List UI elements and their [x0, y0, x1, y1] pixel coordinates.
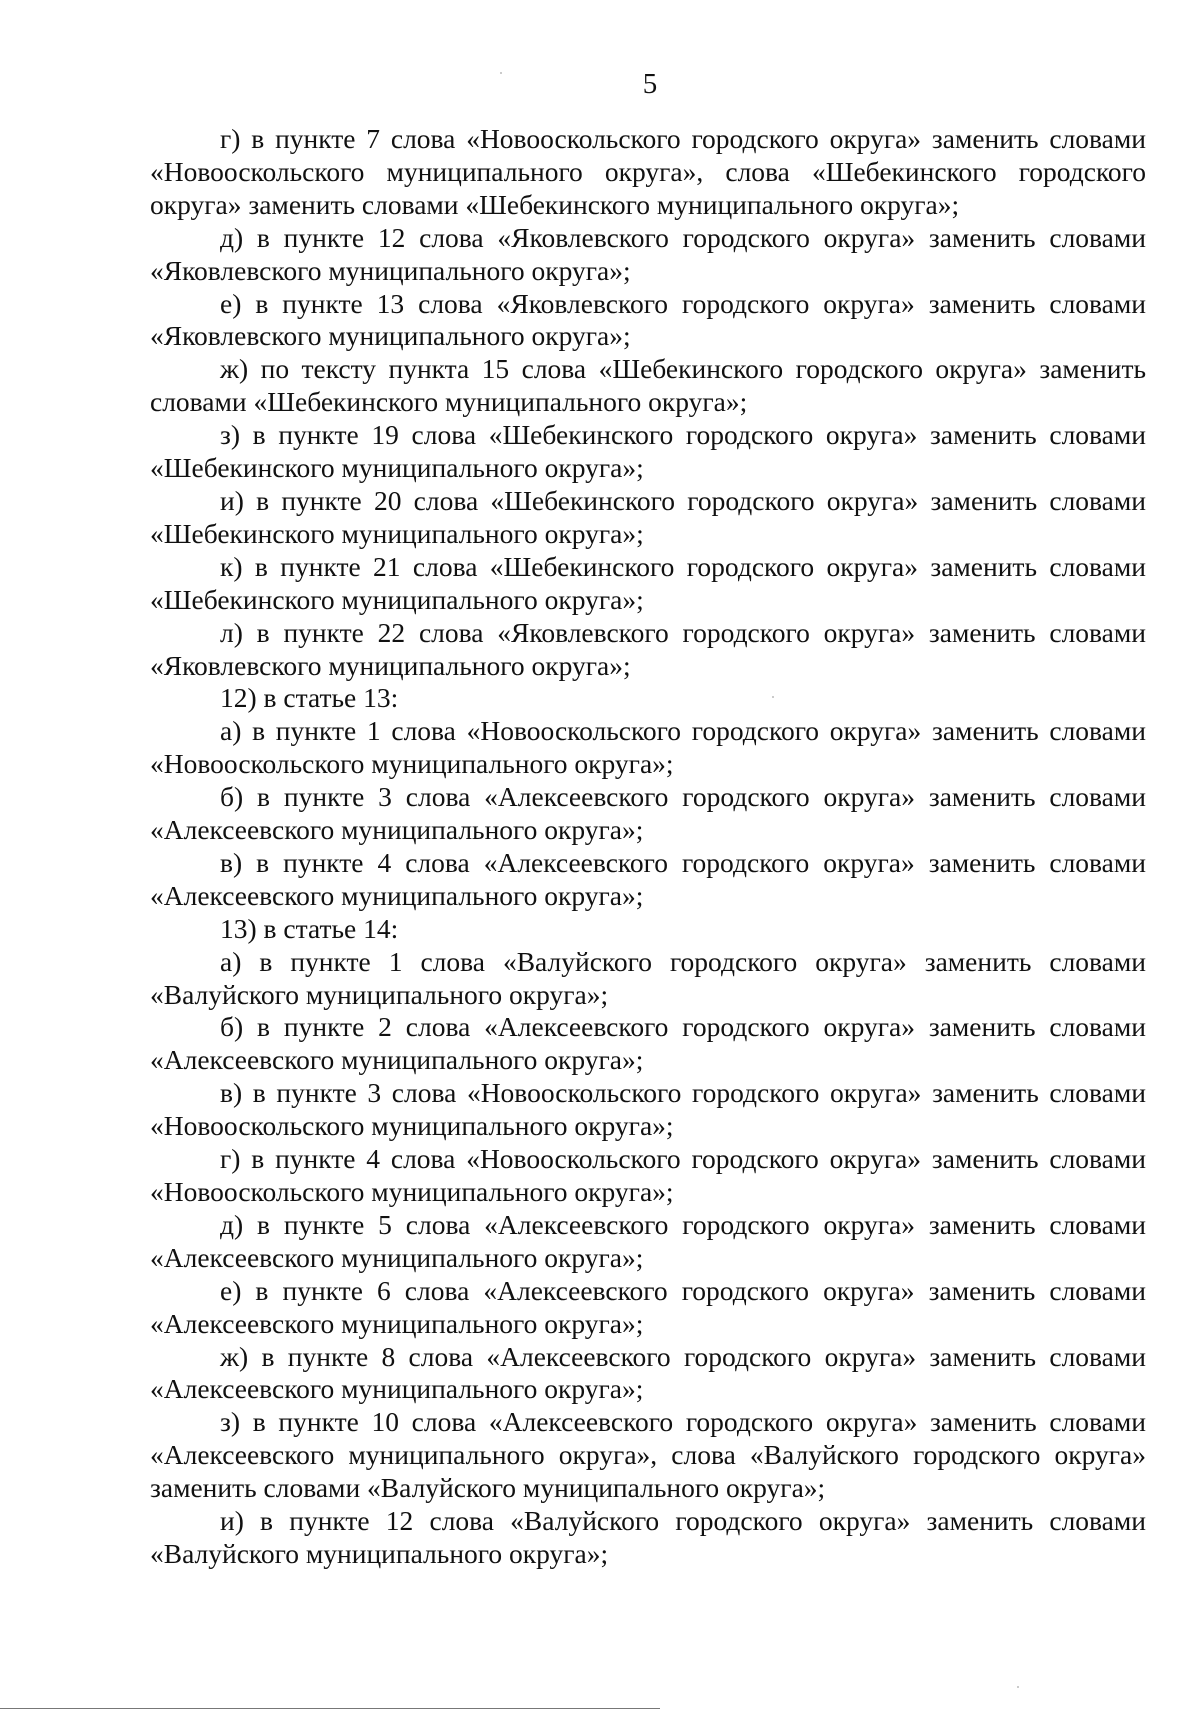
scan-speck [772, 696, 774, 698]
amendment-item-i-p20: и) в пункте 20 слова «Шебекинского городского округа» заменить словами «Шебекинского муниципального округа»; [150, 484, 1146, 549]
amendment-item-g-p7: г) в пункте 7 слова «Новооскольского городского округа» заменить словами «Новооскольского муниципального округа», слова «Шебекинского городского округа» заменить словами «Шебекинского муниципального округа»; [150, 123, 1146, 220]
scan-speck [500, 72, 502, 74]
amendment-item-b-p3: б) в пункте 3 слова «Алексеевского городского округа» заменить словами «Алексеевского муниципального округа»; [150, 781, 1146, 846]
amendment-item-i-p12: и) в пункте 12 слова «Валуйского городского округа» заменить словами «Валуйского муниципального округа»; [150, 1505, 1146, 1569]
scan-speck [1017, 1686, 1019, 1688]
amendment-item-v-p4: в) в пункте 4 слова «Алексеевского городского округа» заменить словами «Алексеевского муниципального округа»; [150, 846, 1146, 911]
amendment-item-a-p1: а) в пункте 1 слова «Валуйского городского округа» заменить словами «Валуйского муниципального округа»; [150, 945, 1146, 1010]
amendment-item-k-p21: к) в пункте 21 слова «Шебекинского городского округа» заменить словами «Шебекинского муниципального округа»; [150, 550, 1146, 615]
amendment-item-zh-p15: ж) по тексту пункта 15 слова «Шебекинского городского округа» заменить словами «Шебекинского муниципального округа»; [150, 353, 1146, 418]
article-heading-13: 12) в статье 13: [220, 682, 399, 714]
page-number: 5 [642, 68, 658, 100]
amendment-item-zh-p8: ж) в пункте 8 слова «Алексеевского городского округа» заменить словами «Алексеевского муниципального округа»; [150, 1340, 1146, 1405]
amendment-item-e-p6: е) в пункте 6 слова «Алексеевского городского округа» заменить словами «Алексеевского муниципального округа»; [150, 1274, 1146, 1339]
scan-edge-line [0, 1708, 660, 1709]
amendment-item-g-p4: г) в пункте 4 слова «Новооскольского городского округа» заменить словами «Новооскольского муниципального округа»; [150, 1143, 1146, 1207]
amendment-item-e-p13: е) в пункте 13 слова «Яковлевского городского округа» заменить словами «Яковлевского муниципального округа»; [150, 287, 1146, 352]
amendment-item-z-p19: з) в пункте 19 слова «Шебекинского городского округа» заменить словами «Шебекинского муниципального округа»; [150, 419, 1146, 484]
document-body [150, 123, 1146, 1571]
amendment-item-d-p12: д) в пункте 12 слова «Яковлевского городского округа» заменить словами «Яковлевского муниципального округа»; [150, 221, 1146, 286]
article-heading-14: 13) в статье 14: [220, 912, 399, 944]
amendment-item-a-p1: а) в пункте 1 слова «Новооскольского городского округа» заменить словами «Новооскольского муниципального округа»; [150, 715, 1146, 780]
amendment-item-l-p22: л) в пункте 22 слова «Яковлевского городского округа» заменить словами «Яковлевского муниципального округа»; [150, 616, 1146, 681]
amendment-item-z-p10: з) в пункте 10 слова «Алексеевского городского округа» заменить словами «Алексеевского муниципального округа», слова «Валуйского городского округа» заменить словами «Валуйского муниципального округа»; [150, 1406, 1146, 1504]
amendment-item-v-p3: в) в пункте 3 слова «Новооскольского городского округа» заменить словами «Новооскольского муниципального округа»; [150, 1077, 1146, 1142]
amendment-item-d-p5: д) в пункте 5 слова «Алексеевского городского округа» заменить словами «Алексеевского муниципального округа»; [150, 1208, 1146, 1273]
amendment-item-b-p2: б) в пункте 2 слова «Алексеевского городского округа» заменить словами «Алексеевского муниципального округа»; [150, 1011, 1146, 1076]
